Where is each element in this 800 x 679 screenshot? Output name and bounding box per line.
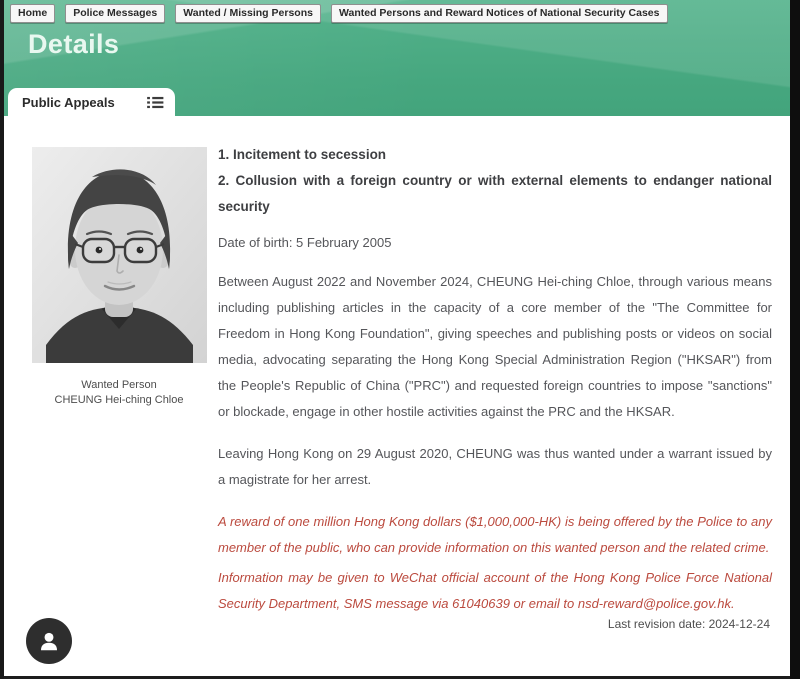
date-of-birth: Date of birth: 5 February 2005: [218, 235, 392, 250]
page-border-right: [790, 0, 800, 679]
charge-item-2: 2. Collusion with a foreign country or with external elements to endanger national security: [218, 173, 772, 214]
photo-caption-line1: Wanted Person: [81, 379, 157, 391]
wanted-person-photo-block: [30, 147, 208, 408]
contact-notice: Information may be given to WeChat official account of the Hong Kong Police Force National Security Department, SMS message via 61040639 or email to nsd-reward@police.gov.hk.: [218, 570, 772, 611]
wanted-person-photo: [32, 147, 207, 363]
nav-button-police-messages[interactable]: Police Messages: [65, 4, 165, 23]
last-revision-date: Last revision date: 2024-12-24: [607, 617, 770, 631]
photo-caption: [30, 378, 208, 408]
page-border-left: [0, 0, 4, 679]
nav-button-home[interactable]: Home: [10, 4, 55, 23]
description-paragraph-1: Between August 2022 and November 2024, CHEUNG Hei-ching Chloe, through various means including publishing articles in the capacity of a core member of the "The Committee for Freedom in Hong Kong Foundation", giving speeches and publishing posts or videos on social media, advocating separating the Hong Kong Special Administration Region ("HKSAR") from the People's Republic of China ("PRC") and requested foreign countries to impose "sanctions" or blockade, engage in other hostile activities against the PRC and the HKSAR.: [218, 274, 772, 419]
header-banner: [4, 0, 790, 116]
charge-item-1: 1. Incitement to secession: [218, 147, 387, 162]
list-icon[interactable]: [147, 96, 164, 109]
case-details-text: [218, 142, 772, 617]
tab-label: Public Appeals: [22, 94, 115, 110]
nav-button-national-security-cases[interactable]: Wanted Persons and Reward Notices of National Security Cases: [331, 4, 668, 23]
nav-button-wanted-missing-persons[interactable]: Wanted / Missing Persons: [175, 4, 321, 23]
person-icon: [36, 628, 62, 654]
reward-notice: A reward of one million Hong Kong dollars ($1,000,000-HK) is being offered by the Police to any member of the public, who can provide information on this wanted person and the related crime.: [218, 514, 772, 555]
top-navigation: [10, 4, 668, 23]
tab-public-appeals[interactable]: [8, 88, 175, 116]
description-paragraph-2: Leaving Hong Kong on 29 August 2020, CHEUNG was thus wanted under a warrant issued by a magistrate for her arrest.: [218, 446, 772, 487]
avatar-button[interactable]: [26, 618, 72, 664]
photo-caption-line2: CHEUNG Hei-ching Chloe: [54, 394, 184, 406]
content-panel: [4, 116, 790, 676]
page-title: Details: [28, 29, 120, 59]
